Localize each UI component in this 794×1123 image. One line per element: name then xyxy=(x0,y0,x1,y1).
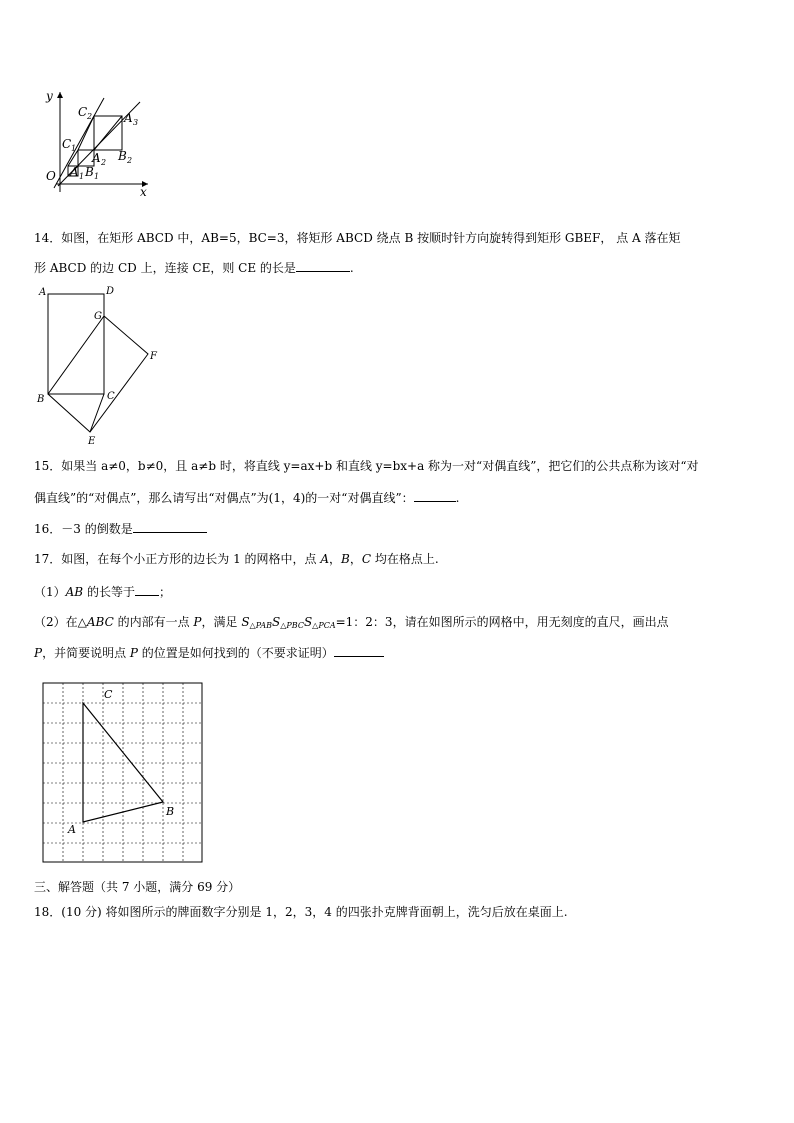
svg-text:3: 3 xyxy=(133,118,139,127)
svg-text:2: 2 xyxy=(87,112,93,121)
svg-text:2: 2 xyxy=(101,158,107,167)
q14-answer-blank[interactable] xyxy=(296,260,350,272)
rectangle-rotation-figure xyxy=(32,282,172,448)
grid-label-A: A xyxy=(68,823,76,836)
q17-part2: （2）在△ABC 的内部有一点 P，满足 $S_{\triangle PAB}S_{\triangle PBC}S_{\triangle PCA}=1$：2：3，请在如图所示的网格中，用无刻度的直尺，画出点 xyxy=(34,615,669,630)
q14-line1: 14．如图，在矩形 ABCD 中，AB=5，BC=3，将矩形 ABCD 绕点 B 按顺时针方向旋转得到矩形 GBEF， 点 A 落在矩 xyxy=(34,231,681,245)
svg-text:1: 1 xyxy=(71,144,77,153)
q15-answer-blank[interactable] xyxy=(414,490,456,502)
q16: 16．－3 的倒数是 xyxy=(34,521,207,537)
label-A1: A xyxy=(70,165,79,179)
label-C: C xyxy=(107,391,115,402)
q17-part3-blank[interactable] xyxy=(334,645,384,657)
q16-answer-blank[interactable] xyxy=(133,521,207,533)
label-A2: A xyxy=(92,151,101,165)
grid-figure xyxy=(42,682,204,864)
label-D: D xyxy=(106,286,115,297)
label-C2: C xyxy=(78,105,88,119)
label-B2: B xyxy=(118,149,127,163)
label-A: A xyxy=(39,287,47,298)
coordinate-figure xyxy=(40,84,170,199)
q17-line1: 17．如图，在每个小正方形的边长为 1 的网格中，点 A，B，C 均在格点上. xyxy=(34,552,439,566)
svg-text:2: 2 xyxy=(127,156,133,165)
x-label: x xyxy=(140,185,147,199)
label-A3: A xyxy=(124,111,133,125)
grid-label-C: C xyxy=(104,688,113,701)
label-C1: C xyxy=(62,137,72,151)
q17-part3: P，并简要说明点 P 的位置是如何找到的（不要求证明） xyxy=(34,645,384,661)
label-B1: B xyxy=(85,165,94,179)
section3-title: 三、解答题（共 7 小题，满分 69 分） xyxy=(34,880,241,894)
q14-line2: 形 ABCD 的边 CD 上，连接 CE，则 CE 的长是 . xyxy=(34,261,354,275)
q17-part1: （1）AB 的长等于 ； xyxy=(34,585,171,599)
y-label: y xyxy=(46,89,53,103)
q15-line1: 15．如果当 a≠0，b≠0，且 a≠b 时，将直线 y=ax+b 和直线 y=bx+a 称为一对“对偶直线”，把它们的公共点称为该对“对 xyxy=(34,459,699,473)
svg-text:1: 1 xyxy=(94,172,100,181)
grid-label-B: B xyxy=(166,805,175,818)
q15-line2: 偶直线”的“对偶点”，那么请写出“对偶点”为(1，4)的一对“对偶直线”： . xyxy=(34,491,460,505)
q17-part1-blank[interactable] xyxy=(135,584,159,596)
label-B: B xyxy=(37,394,45,405)
label-E: E xyxy=(88,436,96,447)
label-G: G xyxy=(94,311,102,322)
origin-label: O xyxy=(46,169,56,183)
q18: 18．(10 分) 将如图所示的牌面数字分别是 1，2，3，4 的四张扑克牌背面朝上，洗匀后放在桌面上. xyxy=(34,905,568,919)
svg-text:1: 1 xyxy=(79,172,85,181)
label-F: F xyxy=(150,351,157,362)
